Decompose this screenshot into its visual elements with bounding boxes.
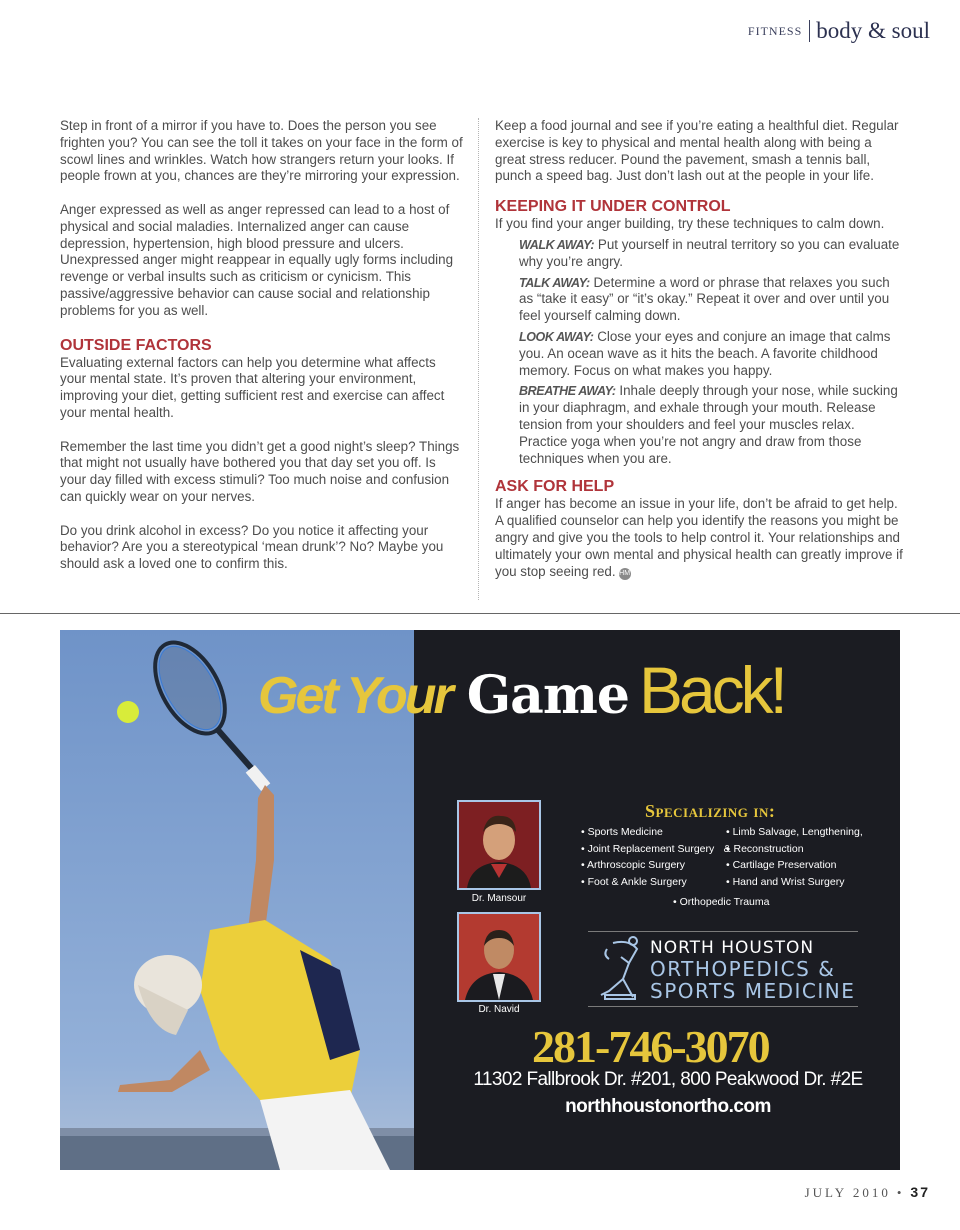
specialty-item: • Cartilage Preservation xyxy=(726,857,863,874)
tip-walk-away xyxy=(495,237,905,271)
page-footer xyxy=(805,1184,930,1201)
column-divider xyxy=(478,118,479,600)
tip-text: Determine a word or phrase that relaxes you such as “take it easy” or “it’s okay.” Repeat it over and over until you feel yourself calming down. xyxy=(519,274,890,324)
doctor-caption-navid: Dr. Navid xyxy=(478,1004,520,1015)
headline-part3: Back! xyxy=(638,653,785,727)
specialty-item: • Arthroscopic Surgery xyxy=(581,857,714,874)
section-title: body & soul xyxy=(816,18,930,43)
paragraph xyxy=(495,496,905,580)
tip-breathe-away xyxy=(495,383,905,467)
tip-lead: BREATHE AWAY: xyxy=(519,384,616,399)
advertisement[interactable] xyxy=(60,630,900,1170)
footer-dot-icon: • xyxy=(896,1185,905,1200)
paragraph: If you find your anger building, try these techniques to calm down. xyxy=(495,216,885,232)
subheading-outside-factors: OUTSIDE FACTORS xyxy=(60,336,212,354)
headline-part1: Get Your xyxy=(258,667,451,725)
specialty-item: • Hand and Wrist Surgery xyxy=(726,874,863,891)
logo-divider-top xyxy=(588,931,858,932)
paragraph: Evaluating external factors can help you determine what affects your mental state. It’s proven that altering your environment, improving your diet, getting sufficient rest and exercise can affect your mental health. xyxy=(60,354,445,420)
tip-lead: LOOK AWAY: xyxy=(519,329,594,344)
paragraph: Do you drink alcohol in excess? Do you notice it affecting your behavior? Are you a stereotypical ‘mean drunk’? No? Maybe you should ask a loved one to confirm this. xyxy=(60,522,444,572)
tip-lead: TALK AWAY: xyxy=(519,275,590,290)
tip-talk-away xyxy=(495,275,905,325)
address: 11302 Fallbrook Dr. #201, 800 Peakwood Dr. #2E xyxy=(473,1069,863,1090)
logo-line2: ORTHOPEDICS & xyxy=(650,957,836,981)
website-link[interactable]: northhoustonortho.com xyxy=(565,1096,771,1117)
doctor-caption-mansour: Dr. Mansour xyxy=(471,893,527,904)
specializing-title: Specializing in: xyxy=(645,801,776,821)
discus-thrower-logo-icon xyxy=(595,935,647,1001)
end-mark-icon: HM xyxy=(619,568,631,580)
tip-look-away xyxy=(495,329,905,379)
specialties-right xyxy=(723,824,863,890)
section-label: FITNESS xyxy=(747,23,803,38)
specialty-item: • Joint Replacement Surgery xyxy=(581,841,714,858)
doctor-photo-navid xyxy=(457,912,541,1002)
issue-date: JULY 2010 xyxy=(804,1185,891,1200)
subheading-keeping-control: KEEPING IT UNDER CONTROL xyxy=(495,198,731,216)
horizontal-rule xyxy=(0,613,960,614)
logo-divider-bottom xyxy=(588,1006,858,1007)
tip-text: Put yourself in neutral territory so you can evaluate why you’re angry. xyxy=(519,236,900,269)
tip-text: Close your eyes and conjure an image that calms you. An ocean wave as it hits the beach. A favorite childhood memory. Focus on what makes you happy. xyxy=(519,328,891,378)
tip-text: Inhale deeply through your nose, while sucking in your diaphragm, and exhale through your mouth. Release tension from your shoulders and feel your muscles relax. Practice yoga when you’re not angry and draw from those techniques when you are. xyxy=(519,383,898,466)
doctor-photo-mansour xyxy=(457,800,541,890)
paragraph: Anger expressed as well as anger repressed can lead to a host of physical and social maladies. Internalized anger can cause depression, hypertension, high blood pressure and ulcers. Unexpressed anger might reappear in equally ugly forms including revenge or verbal insults such as criticism or cynicism. This passive/aggressive behavior can cause social and relationship problems for you as well. xyxy=(60,201,454,318)
subheading-ask-for-help: ASK FOR HELP xyxy=(495,478,615,496)
page-header xyxy=(748,18,930,44)
phone-number[interactable]: 281-746-3070 xyxy=(532,1021,769,1072)
page-number: 37 xyxy=(910,1184,930,1200)
headline-part2: Game xyxy=(466,665,629,726)
ad-headline xyxy=(258,652,898,728)
specialty-item: & Reconstruction xyxy=(723,842,804,855)
specialties-left xyxy=(581,824,714,890)
help-text: If anger has become an issue in your life, don’t be afraid to get help. A qualified counselor can help you identify the reasons you might be angry and give you the tools to help control it. Your relationships and ultimately your own mental and physical health can greatly improve if you stop seeing red. xyxy=(495,496,903,579)
logo-line3: SPORTS MEDICINE xyxy=(650,979,856,1003)
tip-lead: WALK AWAY: xyxy=(519,237,595,252)
specialty-item: • Foot & Ankle Surgery xyxy=(581,874,714,891)
right-column xyxy=(495,118,905,580)
specialty-item specialty-continuation xyxy=(723,841,863,858)
logo-line1: NORTH HOUSTON xyxy=(650,938,815,958)
specialty-item: • Limb Salvage, Lengthening, xyxy=(726,824,863,841)
specialty-item: • Orthopedic Trauma xyxy=(673,896,769,908)
paragraph: Step in front of a mirror if you have to. Does the person you see frighten you? You can see the toll it takes on your face in the form of scowl lines and wrinkles. Watch how strangers return your looks. If people frown at you, chances are they’re mirroring your expression. xyxy=(60,118,463,184)
left-column xyxy=(60,118,465,590)
paragraph: Remember the last time you didn’t get a good night’s sleep? Things that might not usually have bothered you that day set you off. Is your day filled with excess stimuli? Too much noise and confusion can quickly wear on your nerves. xyxy=(60,438,460,504)
specialty-item: • Sports Medicine xyxy=(581,824,714,841)
paragraph: Keep a food journal and see if you’re eating a healthful diet. Regular exercise is key to physical and mental health along with being a great stress reducer. Pound the pavement, smash a tennis ball, punch a speed bag. Just don’t lash out at the people in your life. xyxy=(495,118,899,184)
header-divider xyxy=(809,20,810,42)
